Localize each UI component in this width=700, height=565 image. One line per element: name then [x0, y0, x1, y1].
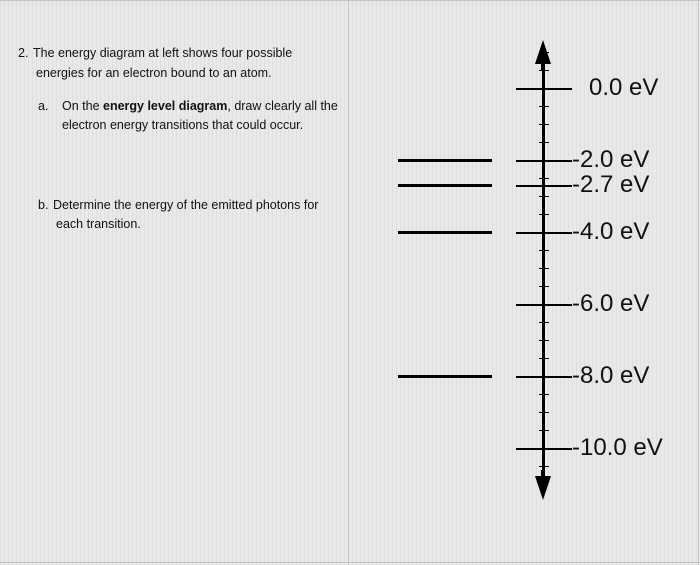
- axis-tick: [539, 52, 549, 53]
- axis-major-tick: [516, 448, 572, 450]
- energy-scale-label: 0.0 eV: [589, 74, 659, 101]
- energy-scale-label: -6.0 eV: [572, 290, 650, 317]
- energy-level-line: [398, 375, 492, 378]
- axis-tick: [539, 466, 549, 467]
- axis-tick: [539, 322, 549, 323]
- question-number: 2.: [18, 46, 29, 60]
- axis-tick: [539, 286, 549, 287]
- axis-tick: [539, 412, 549, 413]
- axis-tick: [539, 250, 549, 251]
- axis-major-tick: [516, 88, 572, 90]
- question-intro-line1: The energy diagram at left shows four possible: [33, 46, 293, 60]
- energy-scale-label: -4.0 eV: [572, 218, 650, 245]
- axis-major-tick: [516, 232, 572, 234]
- part-a-line1: [62, 97, 338, 116]
- axis-arrow-down-icon: [533, 470, 553, 500]
- axis-tick: [539, 106, 549, 107]
- energy-scale-label: -8.0 eV: [572, 362, 650, 389]
- axis-tick: [539, 394, 549, 395]
- axis-tick: [539, 124, 549, 125]
- energy-scale-label: -2.7 eV: [572, 171, 650, 198]
- part-b-marker: b.: [38, 198, 49, 212]
- part-a-line2: electron energy transitions that could occur.: [62, 118, 304, 132]
- part-a-text-pre: On the: [62, 99, 103, 113]
- part-a-text-bold: energy level diagram: [103, 99, 228, 113]
- axis-major-tick: [516, 304, 572, 306]
- axis-tick: [539, 430, 549, 431]
- table-grid-line: [698, 0, 699, 565]
- part-a-marker: a.: [38, 99, 49, 113]
- axis-major-tick: [516, 185, 572, 187]
- axis-tick: [539, 142, 549, 143]
- axis-tick: [539, 358, 549, 359]
- axis-tick: [539, 214, 549, 215]
- part-a-text-post: , draw clearly all the: [227, 99, 338, 113]
- table-grid-line: [0, 562, 700, 563]
- energy-level-line: [398, 231, 492, 234]
- energy-scale-label: -2.0 eV: [572, 146, 650, 173]
- axis-tick: [539, 178, 549, 179]
- part-b-line2: each transition.: [56, 217, 141, 231]
- energy-level-line: [398, 184, 492, 187]
- axis-tick: [539, 70, 549, 71]
- part-b-line1: Determine the energy of the emitted photons for: [53, 198, 319, 212]
- question-intro-line2: energies for an electron bound to an atom.: [36, 66, 272, 80]
- energy-level-line: [398, 159, 492, 162]
- table-grid-line: [348, 0, 349, 565]
- axis-major-tick: [516, 160, 572, 162]
- axis-tick: [539, 340, 549, 341]
- axis-tick: [539, 268, 549, 269]
- axis-tick: [539, 196, 549, 197]
- energy-scale-label: -10.0 eV: [572, 434, 663, 461]
- axis-major-tick: [516, 376, 572, 378]
- table-grid-line: [0, 0, 700, 1]
